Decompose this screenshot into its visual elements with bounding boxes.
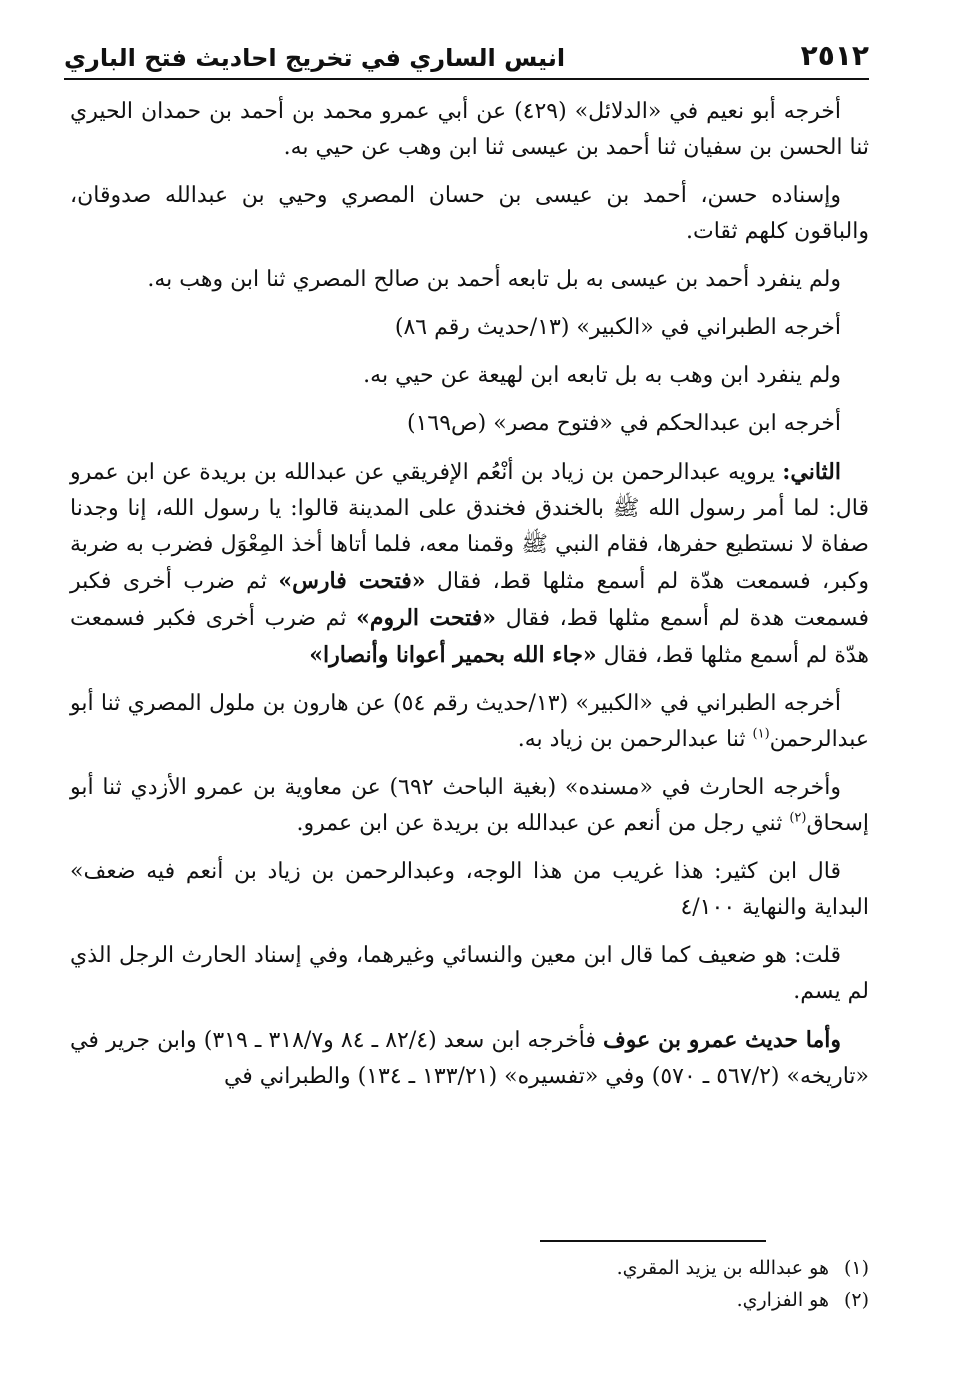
hadith-text-a: يرويه عبدالرحمن بن زياد بن أنْعُم الإفريقي عن عبدالله بن بريدة عن ابن عمرو قال: لما أمر رسول الله ﷺ بالخندق فخندق على المدينة قالوا: يا رسول الله، إنا وجدنا صفاة لا نستطيع حفرها، فقام النبي ﷺ وقمنا معه، فلما أتاها أخذ المِعْوَل فضرب به ضربة وكبر، فسمعت هدّة لم أسمع مثلها قط، فقال [70, 460, 870, 594]
section-lead-amr-ibn-awf: وأما حديث عمرو بن عوف [603, 1027, 841, 1053]
quote-himyar: «جاء الله بحمير أعوانا وأنصارا» [309, 642, 597, 668]
footnote-number: (١) [843, 1257, 869, 1279]
p12-text: فأخرجه ابن سعد (٨٢/٤ ـ ٨٤ و٣١٨/٧ ـ ٣١٩) وابن جرير في «تاريخه» (٥٦٧/٢ ـ ٥٧٠) وفي «تفسيره» (١٣٣/٢١ ـ ١٣٤) والطبراني في [70, 1028, 869, 1089]
footnote-number: (٢) [843, 1289, 869, 1311]
paragraph-2: وإسناده حسن، أحمد بن عيسى بن حسان المصري وحيي بن عبدالله صدوقان، والباقون كلهم ثقات. [70, 183, 869, 244]
paragraph-11: قلت: هو ضعيف كما قال ابن معين والنسائي وغيرهما، وفي إسناد الحارث الرجل الذي لم يسم. [70, 943, 869, 1004]
page-header [64, 30, 869, 80]
paragraph-10: قال ابن كثير: هذا غريب من هذا الوجه، وعبدالرحمن بن زياد بن أنعم فيه ضعف» البداية والنهاية ٤/١٠٠ [70, 859, 869, 920]
page-body [70, 94, 869, 1107]
paragraph-5: ولم ينفرد ابن وهب به بل تابعه ابن لهيعة عن حيي به. [363, 363, 841, 388]
footnote-divider [540, 1240, 766, 1242]
paragraph-3: ولم ينفرد أحمد بن عيسى به بل تابعه أحمد بن صالح المصري ثنا ابن وهب به. [147, 267, 841, 292]
paragraph-1: أخرجه أبو نعيم في «الدلائل» (٤٢٩) عن أبي عمرو محمد بن أحمد بن حمدان الحيري ثنا الحسن بن سفيان ثنا أحمد بن عيسى ثنا ابن وهب عن حيي به. [70, 99, 869, 160]
book-title: انيس الساري في تخريج احاديث فتح الباري [64, 44, 566, 72]
hadith-text-b: ثم ضرب أخرى فكبر فسمعت هدة لم أسمع مثلها قط، فقال [70, 569, 869, 631]
paragraph-9 [70, 770, 869, 842]
p8-text-a: أخرجه الطبراني في «الكبير» (١٣/حديث رقم ٥٤) عن هارون بن ملول المصري ثنا أبو عبدالرحمن [70, 691, 869, 752]
section-lead-second: الثاني: [782, 459, 841, 485]
paragraph-8 [70, 686, 869, 758]
footnote-ref-2: (٢) [789, 810, 807, 826]
hadith-text-c: ثم ضرب أخرى فكبر فسمعت هدّة لم أسمع مثلها قط، فقال [70, 606, 869, 668]
footnotes [70, 1252, 869, 1316]
quote-rome: «فتحت الروم» [356, 605, 497, 631]
p9-text-a: وأخرجه الحارث في «مسنده» (بغية الباحث ٦٩٢) عن معاوية بن عمرو الأزدي ثنا أبو إسحاق [70, 775, 869, 836]
page-number: ٢٥١٢ [800, 39, 869, 72]
footnote-ref-1: (١) [752, 726, 770, 742]
paragraph-4: أخرجه الطبراني في «الكبير» (١٣/حديث رقم ٨٦) [394, 315, 841, 340]
quote-persia: «فتحت فارس» [278, 568, 426, 594]
footnote-text: هو عبدالله بن يزيد المقري. [616, 1257, 829, 1279]
p9-text-b: ثني رجل من أنعم عن عبدالله بن بريدة عن ابن عمرو. [296, 811, 790, 836]
footnote-1 [70, 1252, 869, 1284]
paragraph-12 [70, 1022, 869, 1095]
footnote-text: هو الفزاري. [736, 1289, 829, 1311]
paragraph-6: أخرجه ابن عبدالحكم في «فتوح مصر» (ص١٦٩) [406, 411, 841, 436]
footnote-2 [70, 1284, 869, 1316]
p8-text-b: ثنا عبدالرحمن بن زياد به. [517, 727, 753, 752]
paragraph-hadith-second [70, 454, 869, 674]
